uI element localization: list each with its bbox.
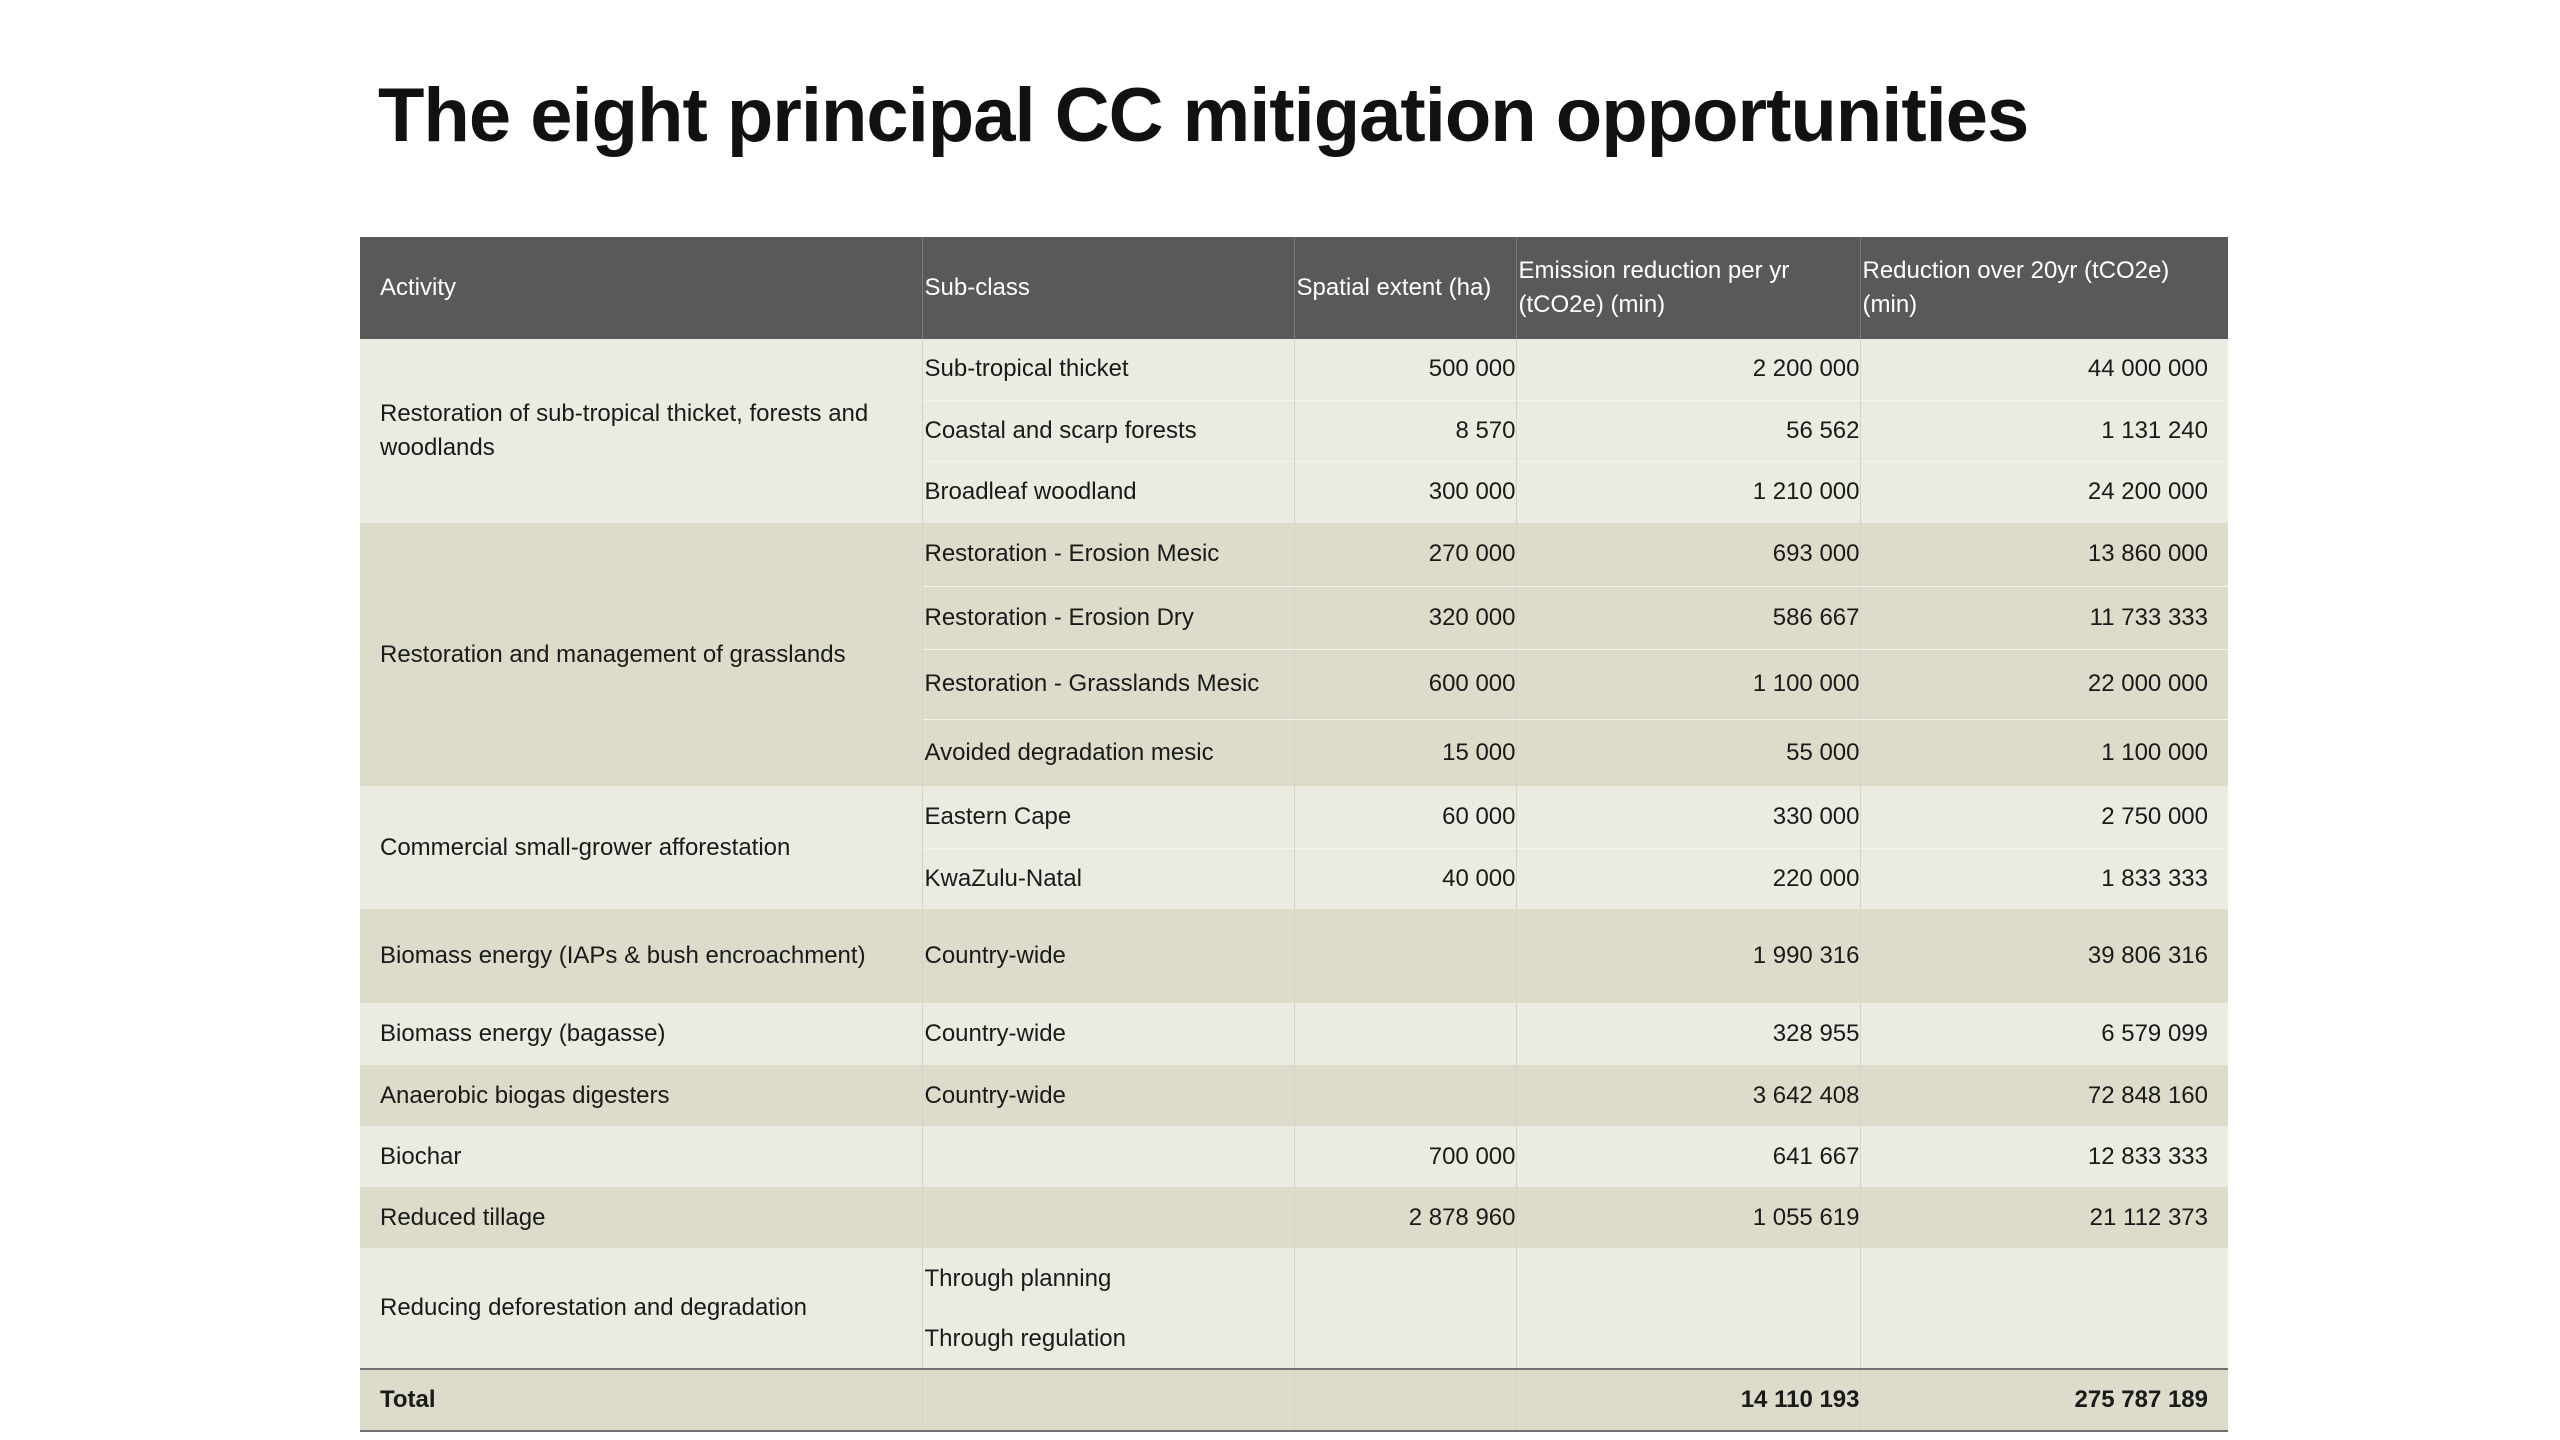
spatial-extent-cell: 320 000 [1294, 586, 1516, 649]
activity-cell: Biochar [360, 1126, 922, 1187]
spatial-extent-cell: 500 000 [1294, 339, 1516, 400]
spatial-extent-cell: 15 000 [1294, 719, 1516, 786]
subclass-cell: Restoration - Erosion Mesic [922, 523, 1294, 586]
table-row [360, 1065, 2228, 1126]
table-row [360, 1003, 2228, 1065]
total-emission-reduction: 14 110 193 [1516, 1369, 1860, 1431]
spatial-extent-cell: 600 000 [1294, 649, 1516, 719]
subclass-cell: Restoration - Erosion Dry [922, 586, 1294, 649]
emission-reduction-cell: 330 000 [1516, 786, 1860, 848]
spatial-extent-cell: 2 878 960 [1294, 1187, 1516, 1248]
activity-cell: Commercial small-grower afforestation [360, 786, 922, 909]
reduction-20yr-cell: 39 806 316 [1860, 909, 2228, 1003]
reduction-20yr-cell: 1 100 000 [1860, 719, 2228, 786]
table-row [360, 523, 2228, 586]
subclass-cell: Sub-tropical thicket [922, 339, 1294, 400]
emission-reduction-cell: 1 100 000 [1516, 649, 1860, 719]
reduction-20yr-cell [1860, 1248, 2228, 1309]
subclass-cell: Through regulation [922, 1309, 1294, 1369]
subclass-cell [922, 1187, 1294, 1248]
header-reduction-20yr: Reduction over 20yr (tCO2e) (min) [1860, 237, 2228, 339]
reduction-20yr-cell: 1 833 333 [1860, 848, 2228, 909]
spatial-extent-cell [1294, 1248, 1516, 1309]
activity-cell: Restoration and management of grasslands [360, 523, 922, 786]
subclass-cell [922, 1126, 1294, 1187]
subclass-cell: Coastal and scarp forests [922, 400, 1294, 461]
spatial-extent-cell [1294, 1065, 1516, 1126]
total-subclass-empty [922, 1369, 1294, 1431]
spatial-extent-cell: 60 000 [1294, 786, 1516, 848]
spatial-extent-cell: 8 570 [1294, 400, 1516, 461]
spatial-extent-cell: 270 000 [1294, 523, 1516, 586]
reduction-20yr-cell: 12 833 333 [1860, 1126, 2228, 1187]
subclass-cell: Country-wide [922, 1003, 1294, 1065]
emission-reduction-cell: 3 642 408 [1516, 1065, 1860, 1126]
table-row [360, 339, 2228, 400]
header-activity: Activity [360, 237, 922, 339]
reduction-20yr-cell: 13 860 000 [1860, 523, 2228, 586]
activity-cell: Anaerobic biogas digesters [360, 1065, 922, 1126]
header-emission-reduction: Emission reduction per yr (tCO2e) (min) [1516, 237, 1860, 339]
header-row [360, 237, 2228, 339]
table-row [360, 1187, 2228, 1248]
reduction-20yr-cell: 21 112 373 [1860, 1187, 2228, 1248]
emission-reduction-cell: 220 000 [1516, 848, 1860, 909]
reduction-20yr-cell: 11 733 333 [1860, 586, 2228, 649]
reduction-20yr-cell: 2 750 000 [1860, 786, 2228, 848]
emission-reduction-cell: 693 000 [1516, 523, 1860, 586]
activity-cell: Biomass energy (bagasse) [360, 1003, 922, 1065]
total-label: Total [360, 1369, 922, 1431]
spatial-extent-cell [1294, 1003, 1516, 1065]
emission-reduction-cell: 1 990 316 [1516, 909, 1860, 1003]
activity-cell: Biomass energy (IAPs & bush encroachment) [360, 909, 922, 1003]
spatial-extent-cell: 700 000 [1294, 1126, 1516, 1187]
reduction-20yr-cell: 6 579 099 [1860, 1003, 2228, 1065]
reduction-20yr-cell [1860, 1309, 2228, 1369]
emission-reduction-cell: 56 562 [1516, 400, 1860, 461]
mitigation-table [360, 237, 2228, 1432]
table-row [360, 909, 2228, 1003]
emission-reduction-cell: 1 055 619 [1516, 1187, 1860, 1248]
activity-cell: Reducing deforestation and degradation [360, 1248, 922, 1369]
table-row [360, 1126, 2228, 1187]
subclass-cell: Avoided degradation mesic [922, 719, 1294, 786]
subclass-cell: KwaZulu-Natal [922, 848, 1294, 909]
reduction-20yr-cell: 72 848 160 [1860, 1065, 2228, 1126]
reduction-20yr-cell: 22 000 000 [1860, 649, 2228, 719]
subclass-cell: Country-wide [922, 909, 1294, 1003]
header-subclass: Sub-class [922, 237, 1294, 339]
emission-reduction-cell [1516, 1248, 1860, 1309]
activity-cell: Restoration of sub-tropical thicket, forests and woodlands [360, 339, 922, 523]
reduction-20yr-cell: 24 200 000 [1860, 461, 2228, 523]
subclass-cell: Eastern Cape [922, 786, 1294, 848]
reduction-20yr-cell: 44 000 000 [1860, 339, 2228, 400]
total-reduction-20yr: 275 787 189 [1860, 1369, 2228, 1431]
table-row [360, 786, 2228, 848]
reduction-20yr-cell: 1 131 240 [1860, 400, 2228, 461]
table-row [360, 1248, 2228, 1309]
subclass-cell: Country-wide [922, 1065, 1294, 1126]
header-spatial-extent: Spatial extent (ha) [1294, 237, 1516, 339]
subclass-cell: Restoration - Grasslands Mesic [922, 649, 1294, 719]
subclass-cell: Through planning [922, 1248, 1294, 1309]
emission-reduction-cell: 328 955 [1516, 1003, 1860, 1065]
total-row [360, 1369, 2228, 1431]
total-spatial-empty [1294, 1369, 1516, 1431]
emission-reduction-cell: 1 210 000 [1516, 461, 1860, 523]
slide-title: The eight principal CC mitigation opportunities [378, 73, 2029, 158]
spatial-extent-cell [1294, 1309, 1516, 1369]
subclass-cell: Broadleaf woodland [922, 461, 1294, 523]
emission-reduction-cell: 55 000 [1516, 719, 1860, 786]
activity-cell: Reduced tillage [360, 1187, 922, 1248]
emission-reduction-cell [1516, 1309, 1860, 1369]
spatial-extent-cell: 300 000 [1294, 461, 1516, 523]
emission-reduction-cell: 641 667 [1516, 1126, 1860, 1187]
emission-reduction-cell: 586 667 [1516, 586, 1860, 649]
emission-reduction-cell: 2 200 000 [1516, 339, 1860, 400]
spatial-extent-cell: 40 000 [1294, 848, 1516, 909]
spatial-extent-cell [1294, 909, 1516, 1003]
